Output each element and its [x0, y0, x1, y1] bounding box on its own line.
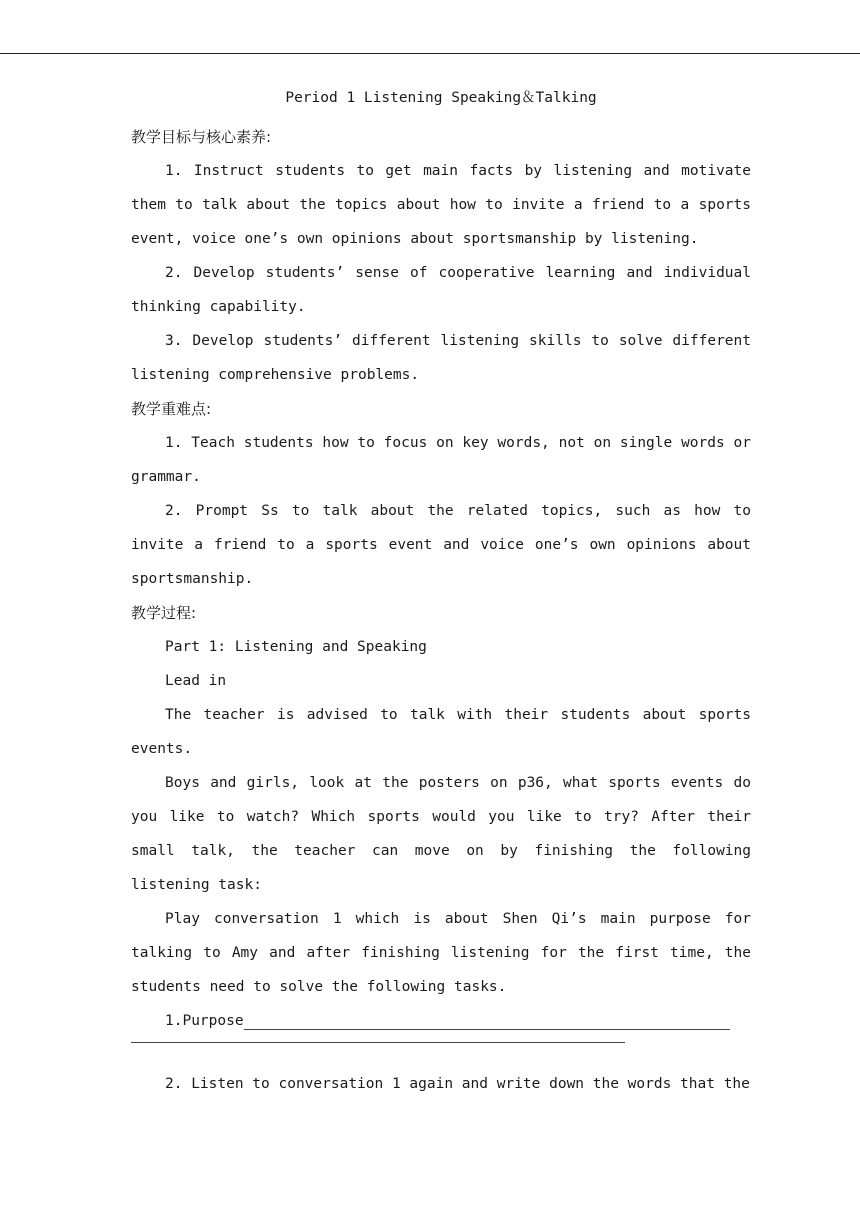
goal-item: 3. Develop students’ different listening skills to solve different listening comprehensive problems. — [131, 333, 751, 383]
answer-blank-line — [131, 1042, 625, 1043]
header-rule — [0, 53, 860, 54]
key-point-item: 1. Teach students how to focus on key words, not on single words or grammar. — [131, 435, 751, 485]
lead-in-label: Lead in — [165, 673, 227, 689]
page-title: Period 1 Listening Speaking＆Talking — [285, 90, 597, 106]
process-paragraph: Play conversation 1 which is about Shen Qi’s main purpose for talking to Amy and after finishing listening for the first time, the students need to solve the following tasks. — [131, 911, 751, 995]
document-page — [131, 86, 751, 1101]
key-point-item: 2. Prompt Ss to talk about the related topics, such as how to invite a friend to a sports event and voice one’s own opinions about sportsmanship. — [131, 503, 751, 587]
part-label: Part 1: Listening and Speaking — [165, 639, 427, 655]
task-two: 2. Listen to conversation 1 again and write down the words that the — [165, 1076, 750, 1092]
process-heading: 教学过程: — [131, 604, 197, 622]
process-paragraph: The teacher is advised to talk with their students about sports events. — [131, 707, 751, 757]
key-points-heading: 教学重难点: — [131, 400, 212, 418]
answer-blank — [244, 1013, 730, 1030]
task-purpose — [131, 1004, 751, 1038]
goals-heading: 教学目标与核心素养: — [131, 128, 272, 146]
purpose-label: 1.Purpose — [165, 1013, 244, 1029]
goal-item: 2. Develop students’ sense of cooperative learning and individual thinking capability. — [131, 265, 751, 315]
process-paragraph: Boys and girls, look at the posters on p36, what sports events do you like to watch? Which sports would you like to try? After their small talk, the teacher can move on by finishing the following listening task: — [131, 775, 751, 893]
goal-item: 1. Instruct students to get main facts by listening and motivate them to talk about the topics about how to invite a friend to a sports event, voice one’s own opinions about sportsmanship by listening. — [131, 163, 751, 247]
